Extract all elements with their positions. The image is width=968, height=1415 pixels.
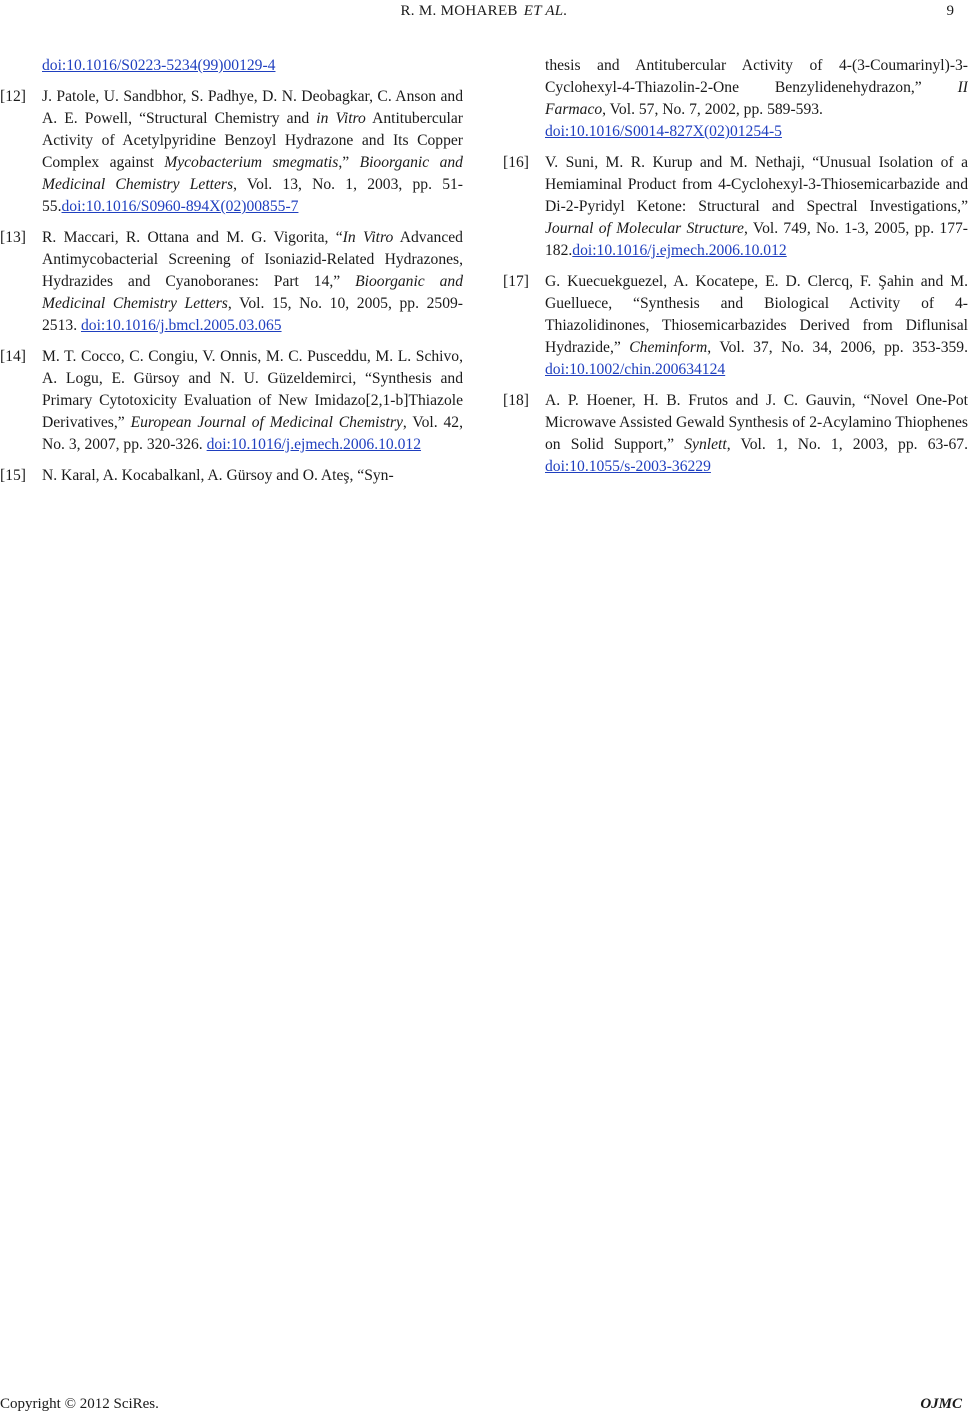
reference-body: [42, 465, 463, 487]
running-title: [0, 0, 968, 22]
reference-text: , Vol. 57, No. 7, 2002, pp. 589-593.: [602, 101, 823, 118]
reference-entry: [0, 346, 463, 456]
doi-link[interactable]: doi:10.1016/j.bmcl.2005.03.065: [80, 317, 282, 334]
reference-text: , Vol. 1, No. 1, 2003, pp. 63-67.: [726, 436, 968, 453]
italic-text: in Vitro: [316, 110, 366, 127]
reference-entry: [503, 390, 968, 478]
reference-number: [18]: [503, 392, 529, 409]
doi-link[interactable]: doi:10.1016/S0960-894X(02)00855-7: [61, 198, 299, 215]
reference-text: Antitubercular Activity of Acetylpyridine Benzoyl Hydrazone and Its Copper Complex against: [42, 110, 463, 171]
reference-body: [545, 271, 968, 381]
page-footer: [0, 1394, 968, 1415]
reference-text: V. Suni, M. R. Kurup and M. Nethaji, “Unusual Isolation of a Hemiaminal Product from 4-Cyclohexyl-3-Thiosemicarbazide and Di-2-Pyridyl Ketone: Structural and Spectral Investigations,”: [545, 154, 968, 215]
page-header: [0, 0, 968, 22]
reference-text: , Vol. 37, No. 34, 2006, pp. 353-359.: [707, 339, 968, 356]
reference-number: [17]: [503, 273, 529, 290]
reference-text: Advanced Antimycobacterial Screening of Isoniazid-Related Hydrazones, Hydrazides and Cyanoboranes: Part 14,”: [42, 229, 463, 290]
reference-text: R. Maccari, R. Ottana and M. G. Vigorita, “: [42, 229, 343, 246]
reference-entry: [0, 86, 463, 218]
reference-number: [14]: [0, 348, 26, 365]
journal-abbreviation: OJMC: [920, 1396, 962, 1412]
reference-number: [16]: [503, 154, 529, 171]
reference-text: A. P. Hoener, H. B. Frutos and J. C. Gauvin, “Novel One-Pot Microwave Assisted Gewald Synthesis of 2-Acylamino Thiophenes on Solid Support,”: [545, 392, 968, 453]
reference-entry: [503, 271, 968, 381]
reference-body: [545, 390, 968, 478]
page-number: 9: [946, 3, 954, 19]
italic-text: Cheminform: [629, 339, 708, 356]
left-column: [0, 55, 463, 496]
reference-entry: [503, 152, 968, 262]
reference-text: thesis and Antitubercular Activity of 4-(3-Coumarinyl)-3-Cyclohexyl-4-Thiazolin-2-One Benzylidenehydrazon,”: [545, 57, 968, 96]
reference-text: ,”: [338, 154, 360, 171]
reference-entry: [0, 227, 463, 337]
reference-text: , Vol. 42, No. 3, 2007, pp. 320-326.: [42, 414, 463, 453]
doi-link[interactable]: doi:10.1055/s-2003-36229: [545, 458, 711, 475]
doi-link[interactable]: doi:10.1016/j.ejmech.2006.10.012: [206, 436, 422, 453]
italic-text: Mycobacterium smegmatis: [164, 154, 339, 171]
italic-text: Journal of Molecular Structure: [545, 220, 744, 237]
reference-number: [15]: [0, 467, 26, 484]
italic-text: Bioorganic and Medicinal Chemistry Letters: [42, 154, 463, 193]
italic-text: In Vitro: [342, 229, 394, 246]
reference-entry: [0, 465, 463, 487]
copyright-notice: Copyright © 2012 SciRes.: [0, 1396, 159, 1412]
italic-text: II Farmaco: [545, 79, 968, 118]
reference-body: [42, 346, 463, 456]
doi-link[interactable]: doi:10.1016/S0014-827X(02)01254-5: [545, 123, 782, 140]
reference-number: [12]: [0, 88, 26, 105]
reference-text: J. Patole, U. Sandbhor, S. Padhye, D. N. Deobagkar, C. Anson and A. E. Powell, “Structural Chemistry and: [42, 88, 463, 127]
reference-text: , Vol. 749, No. 1-3, 2005, pp. 177-182.: [545, 220, 968, 259]
italic-text: Bioorganic and Medicinal Chemistry Letters: [42, 273, 464, 312]
running-title-et-al: ET AL.: [523, 3, 568, 19]
reference-body: [42, 86, 463, 218]
reference-15-continuation: [503, 55, 968, 143]
doi-link[interactable]: doi:10.1016/j.ejmech.2006.10.012: [572, 242, 787, 259]
reference-text: G. Kuecuekguezel, A. Kocatepe, E. D. Clercq, F. Şahin and M. Guelluece, “Synthesis and Biological Activity of 4-Thiazolidinones, Thiosemicarbazides Derived from Diflunisal Hydrazide,”: [545, 273, 968, 356]
italic-text: Synlett: [684, 436, 727, 453]
running-title-authors: R. M. MOHAREB: [400, 3, 518, 19]
reference-body: [545, 152, 968, 262]
reference-text: , Vol. 15, No. 10, 2005, pp. 2509-2513.: [42, 295, 463, 334]
reference-text: , Vol. 13, No. 1, 2003, pp. 51-55.: [42, 176, 463, 215]
reference-number: [13]: [0, 229, 26, 246]
italic-text: European Journal of Medicinal Chemistry: [130, 414, 403, 431]
reference-body: [42, 227, 463, 337]
reference-text: M. T. Cocco, C. Congiu, V. Onnis, M. C. Pusceddu, M. L. Schivo, A. Logu, E. Gürsoy and N. U. Güzeldemirci, “Synthesis and Primary Cytotoxicity Evaluation of New Imidazo[2,1-b]Thiazole Derivatives,”: [42, 348, 463, 431]
right-column: [503, 55, 968, 487]
reference-text: N. Karal, A. Kocabalkanl, A. Gürsoy and O. Ateş, “Syn-: [42, 467, 394, 484]
continuation-doi-left: [0, 55, 463, 77]
doi-link[interactable]: doi:10.1016/S0223-5234(99)00129-4: [42, 57, 276, 74]
doi-link[interactable]: doi:10.1002/chin.200634124: [545, 361, 726, 378]
